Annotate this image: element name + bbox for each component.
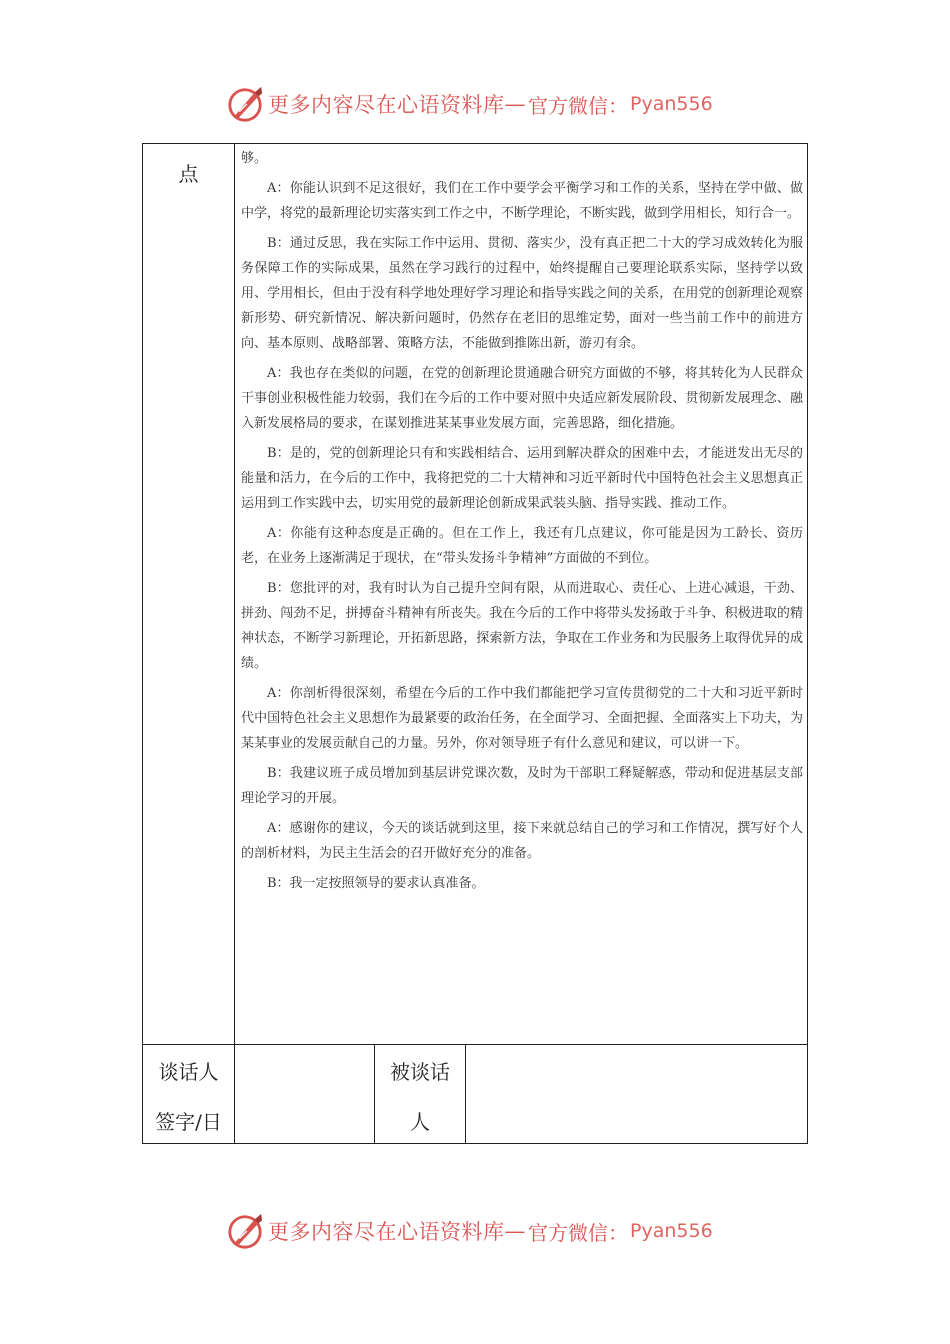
- banner-main-text: 更多内容尽在心语资料库: [268, 1220, 505, 1244]
- paragraph: A：你能有这种态度是正确的。但在工作上，我还有几点建议，你可能是因为工龄长、资历老，在业务上逐渐满足于现状，在“带头发扬斗争精神”方面做的不到位。: [241, 526, 803, 566]
- banner-contact-id: Pyan556: [630, 93, 713, 115]
- paragraph: B：我建议班子成员增加到基层讲党课次数，及时为干部职工释疑解惑，带动和促进基层支部理论学习的开展。: [241, 766, 803, 806]
- interview-form-table: [142, 143, 808, 1144]
- paragraph: A：感谢你的建议，今天的谈话就到这里，接下来就总结自己的学习和工作情况，撰写好个人的剖析材料，为民主生活会的召开做好充分的准备。: [241, 821, 803, 861]
- header-banner: [226, 84, 746, 124]
- talker-label-line1: 谈话人: [158, 1060, 219, 1084]
- quill-logo-icon: [226, 1212, 264, 1250]
- talkee-signature-field[interactable]: [466, 1045, 807, 1143]
- talker-label-line2: 签字/日: [155, 1110, 222, 1134]
- row-label-points: 点: [178, 162, 199, 186]
- banner-dash: —: [504, 1219, 526, 1243]
- talkee-signature-label: [375, 1047, 465, 1147]
- talker-signature-label: [143, 1047, 234, 1147]
- paragraph: B：您批评的对，我有时认为自己提升空间有限，从而进取心、责任心、上进心减退，干劲、拼劲、闯劲不足，拼搏奋斗精神有所丧失。我在今后的工作中将带头发扬敢于斗争、积极进取的精神状态，不断学习新理论，开拓新思路，探索新方法，争取在工作业务和为民服务上取得优异的成绩。: [241, 581, 803, 671]
- talker-signature-field[interactable]: [235, 1045, 374, 1143]
- banner-contact-label: 官方微信：: [528, 1220, 628, 1245]
- talkee-label-line1: 被谈话: [390, 1060, 450, 1084]
- talkee-label-line2: 人: [410, 1110, 430, 1134]
- paragraph: A：我也存在类似的问题，在党的创新理论贯通融合研究方面做的不够，将其转化为人民群众干事创业积极性能力较弱，我们在今后的工作中要对照中央适应新发展阶段、贯彻新发展理念、融入新发展格局的要求，在谋划推进某某事业发展方面，完善思路，细化措施。: [241, 366, 803, 431]
- paragraph: A：你能认识到不足这很好，我们在工作中要学会平衡学习和工作的关系，坚持在学中做、做中学，将党的最新理论切实落实到工作之中，不断学理论，不断实践，做到学用相长，知行合一。: [241, 181, 803, 221]
- footer-banner: [226, 1211, 746, 1251]
- paragraph: B：我一定按照领导的要求认真准备。: [267, 876, 485, 891]
- banner-main-text: 更多内容尽在心语资料库: [268, 93, 505, 117]
- banner-contact-id: Pyan556: [630, 1220, 713, 1242]
- banner-dash: —: [504, 92, 526, 116]
- paragraph: A：你剖析得很深刻，希望在今后的工作中我们都能把学习宣传贯彻党的二十大和习近平新时代中国特色社会主义思想作为最紧要的政治任务，在全面学习、全面把握、全面落实上下功夫，为某某事业的发展贡献自己的力量。另外，你对领导班子有什么意见和建议，可以讲一下。: [241, 686, 803, 751]
- column-divider-left: [234, 144, 235, 1045]
- paragraph: 够。: [241, 151, 268, 166]
- quill-logo-icon: [226, 85, 264, 123]
- dialogue-content: [241, 146, 803, 901]
- paragraph: B：是的，党的创新理论只有和实践相结合、运用到解决群众的困难中去，才能迸发出无尽的能量和活力，在今后的工作中，我将把党的二十大精神和习近平新时代中国特色社会主义思想真正运用到工作实践中去，切实用党的最新理论创新成果武装头脑、指导实践、推动工作。: [241, 446, 803, 511]
- banner-contact-label: 官方微信：: [528, 93, 628, 118]
- paragraph: B：通过反思，我在实际工作中运用、贯彻、落实少，没有真正把二十大的学习成效转化为服务保障工作的实际成果，虽然在学习践行的过程中，始终提醒自己要理论联系实际，坚持学以致用、学用相长，但由于没有科学地处理好学习理论和指导实践之间的关系，在用党的创新理论观察新形势、研究新情况、解决新问题时，仍然存在老旧的思维定势，面对一些当前工作中的前进方向、基本原则、战略部署、策略方法，不能做到推陈出新，游刃有余。: [241, 236, 803, 351]
